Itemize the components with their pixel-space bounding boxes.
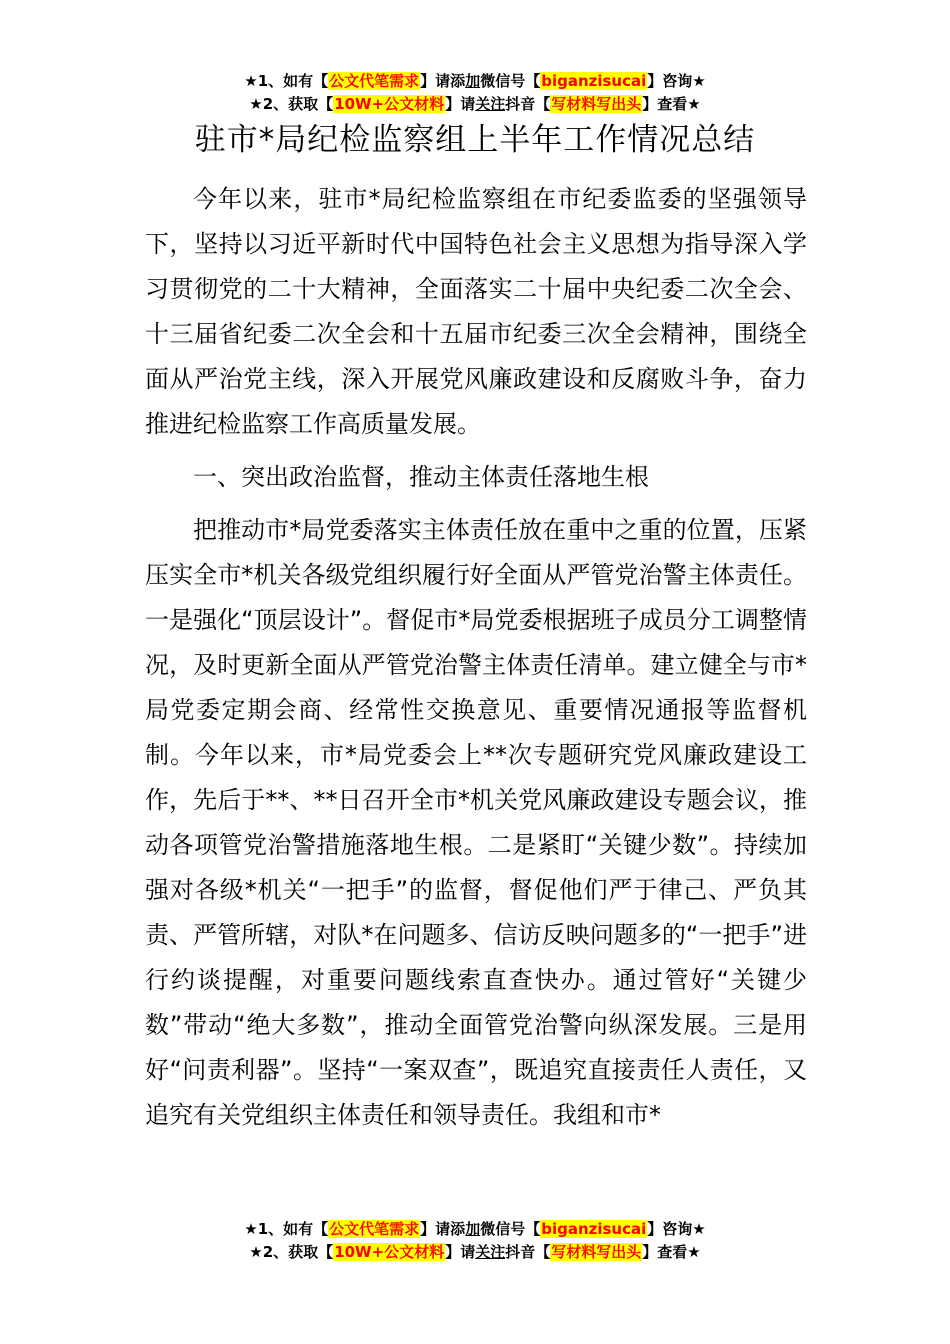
section-heading: 一、突出政治监督，推动主体责任落地生根 [193, 463, 649, 491]
promo-line-2: ★2、获取【10W+公文材料】请关注抖音【写材料写出头】查看★ [249, 1243, 701, 1261]
header-promo-banner [0, 70, 950, 116]
promo-highlight-douyin: 写材料写出头 [551, 95, 642, 113]
promo-highlight-materials: 10W+公文材料 [334, 1243, 445, 1261]
promo-highlight-wechat-id: biganzisucai [541, 1220, 647, 1238]
promo-highlight-service: 公文代笔需求 [329, 1220, 420, 1238]
document-title: 驻市*局纪检监察组上半年工作情况总结 [194, 122, 756, 158]
promo-line-1: ★1、如有【公文代笔需求】请添加微信号【biganzisucai】咨询★ [244, 1220, 706, 1238]
promo-highlight-douyin: 写材料写出头 [551, 1243, 642, 1261]
footer-promo-banner [0, 1218, 950, 1264]
promo-highlight-wechat-id: biganzisucai [541, 72, 647, 90]
promo-highlight-materials: 10W+公文材料 [334, 95, 445, 113]
promo-line-1: ★1、如有【公文代笔需求】请添加微信号【biganzisucai】咨询★ [244, 72, 706, 90]
promo-line-2: ★2、获取【10W+公文材料】请关注抖音【写材料写出头】查看★ [249, 95, 701, 113]
document-body [145, 177, 807, 1138]
promo-highlight-service: 公文代笔需求 [329, 72, 420, 90]
intro-paragraph: 今年以来，驻市*局纪检监察组在市纪委监委的坚强领导下，坚持以习近平新时代中国特色社会主义思想为指导深入学习贯彻党的二十大精神，全面落实二十届中央纪委二次全会、十三届省纪委二次全会和十五届市纪委三次全会精神，围绕全面从严治党主线，深入开展党风廉政建设和反腐败斗争，奋力推进纪检监察工作高质量发展。 [145, 185, 807, 438]
body-paragraph: 把推动市*局党委落实主体责任放在重中之重的位置，压紧压实全市*机关各级党组织履行好全面从严管党治警主体责任。一是强化“顶层设计”。督促市*局党委根据班子成员分工调整情况，及时更新全面从严管党治警主体责任清单。建立健全与市*局党委定期会商、经常性交换意见、重要情况通报等监督机制。今年以来，市*局党委会上**次专题研究党风廉政建设工作，先后于**、**日召开全市*机关党风廉政建设专题会议，推动各项管党治警措施落地生根。二是紧盯“关键少数”。持续加强对各级*机关“一把手”的监督，督促他们严于律己、严负其责、严管所辖，对队*在问题多、信访反映问题多的“一把手”进行约谈提醒，对重要问题线索直查快办。通过管好“关键少数”带动“绝大多数”，推动全面管党治警向纵深发展。三是用好“问责利器”。坚持“一案双查”，既追究直接责任人责任，又追究有关党组织主体责任和领导责任。我组和市* [145, 516, 807, 1129]
